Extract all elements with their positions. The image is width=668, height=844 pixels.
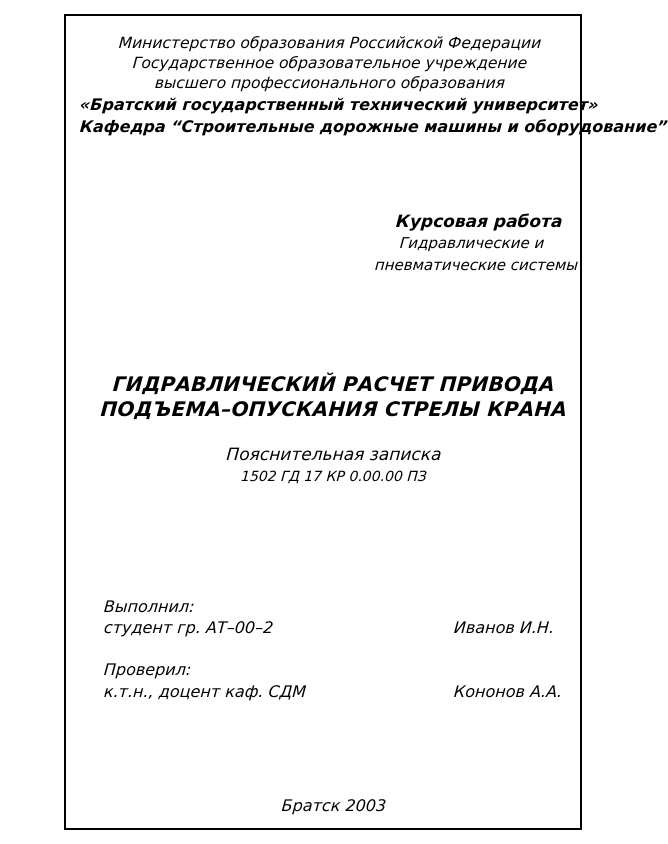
subject-line-1: Гидравлические и (399, 234, 545, 252)
checked-by-name: Кононов А.А. (453, 682, 563, 701)
checked-by-role: к.т.н., доцент каф. СДМ (103, 682, 307, 701)
department-name: Кафедра “Строительные дорожные машины и оборудование” (79, 117, 668, 136)
city-year: Братск 2003 (281, 796, 387, 815)
done-by-label: Выполнил: (103, 597, 196, 616)
institution-type-line: Государственное образовательное учреждение (132, 54, 528, 72)
note-label: Пояснительная записка (225, 445, 443, 465)
work-type: Курсовая работа (394, 212, 563, 232)
checked-by-label: Проверил: (103, 660, 193, 679)
main-title-line-2: ПОДЪЕМА–ОПУСКАНИЯ СТРЕЛЫ КРАНА (99, 397, 569, 421)
done-by-role: студент гр. АТ–00–2 (103, 618, 275, 637)
university-name: «Братский государственный технический университет» (79, 95, 600, 114)
main-title-line-1: ГИДРАВЛИЧЕСКИЙ РАСЧЕТ ПРИВОДА (112, 372, 556, 396)
document-code: 1502 ГД 17 КР 0.00.00 ПЗ (240, 469, 428, 485)
done-by-name: Иванов И.Н. (453, 618, 555, 637)
ministry-line: Министерство образования Российской Федерации (118, 34, 542, 52)
subject-line-2: пневматические системы (374, 256, 579, 274)
page-frame (64, 14, 668, 830)
education-level-line: высшего профессионального образования (154, 74, 506, 92)
